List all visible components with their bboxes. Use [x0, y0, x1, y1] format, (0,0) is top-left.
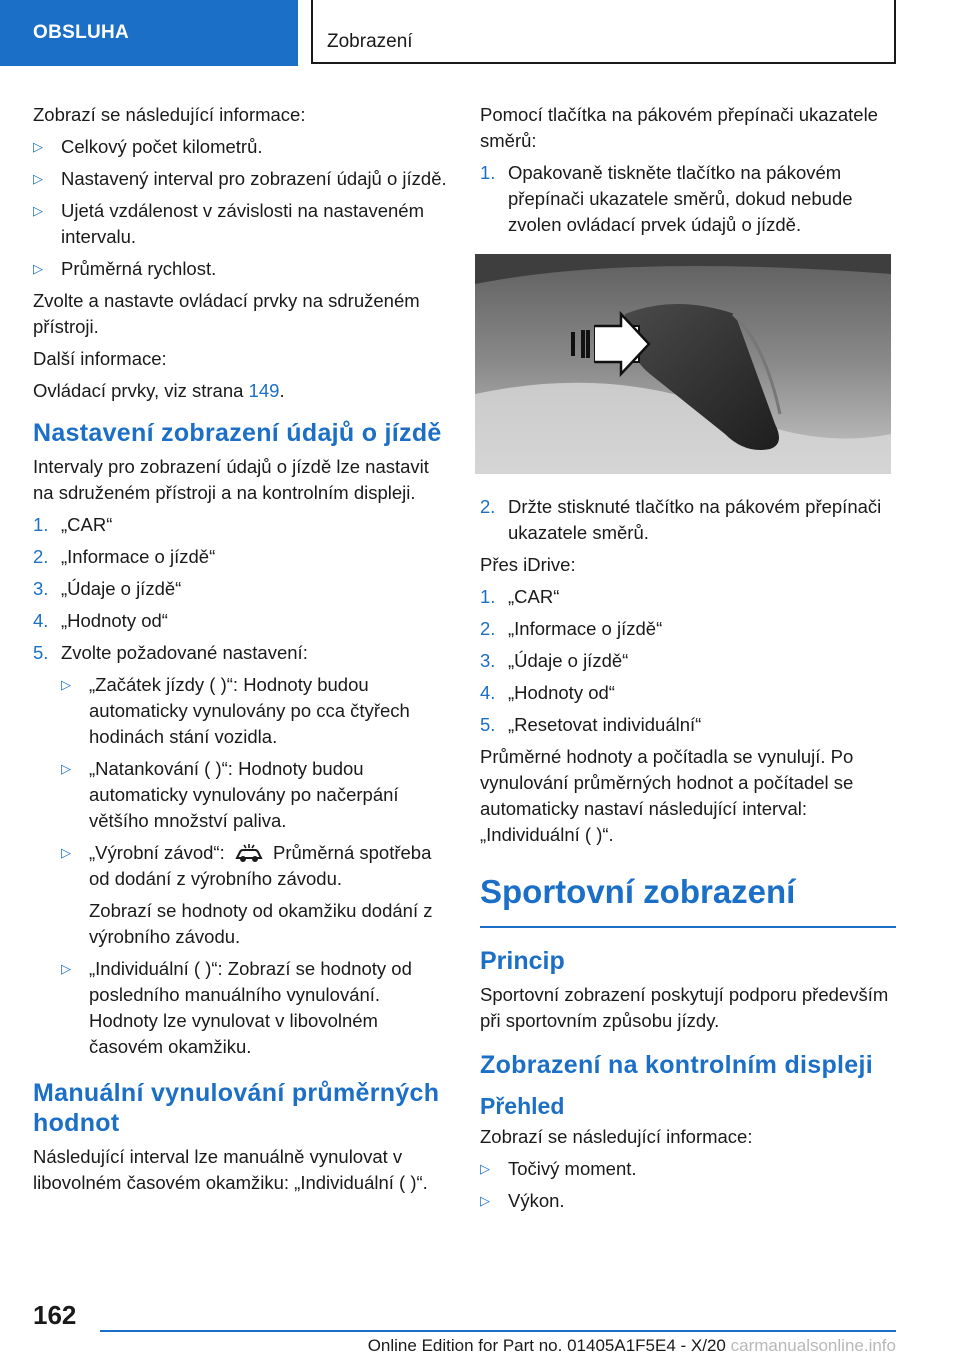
list-item: ▷ Ujetá vzdálenost v závislosti na nastaveném intervalu. — [33, 200, 424, 247]
right-column — [480, 102, 896, 1220]
list-item: ▷ Výkon. — [480, 1188, 896, 1214]
watermark: carmanualsonline.info — [730, 1336, 896, 1355]
list-item: 4. „Hodnoty od“ — [33, 610, 168, 631]
reset-text: Průměrné hodnoty a počítadla se vynulují. Po vynulování průměrných hodnot a počítadel se automaticky nastaví následující interval: „Individuální ( )“. — [480, 746, 854, 845]
list-item: 2. Držte stisknuté tlačítko na pákovém přepínači ukazatele směrů. — [480, 496, 882, 543]
footer-divider — [100, 1330, 896, 1332]
list-item: 3. „Údaje o jízdě“ — [33, 578, 182, 599]
triangle-bullet-icon: ▷ — [480, 1161, 490, 1176]
topic-title: Zobrazení — [311, 0, 896, 64]
triangle-bullet-icon: ▷ — [33, 139, 43, 154]
heading-principle: Princip — [480, 947, 565, 975]
list-item: 2. „Informace o jízdě“ — [33, 546, 216, 567]
settings-text: Intervaly pro zobrazení údajů o jízdě lze nastavit na sdruženém přístroji a na kontrolním displeji. — [33, 456, 429, 503]
triangle-bullet-icon: ▷ — [61, 761, 71, 776]
list-item: ▷ „Začátek jízdy ( )“: Hodnoty budou automaticky vynulovány po cca čtyřech hodinách stání vozidla. — [61, 674, 410, 747]
overview-text: Zobrazí se následující informace: — [480, 1126, 753, 1147]
list-item: 1. „CAR“ — [480, 586, 560, 607]
intro-text: Pomocí tlačítka na pákovém přepínači ukazatele směrů: — [480, 104, 878, 151]
list-item: ▷ „Výrobní závod“: Průměrná spotřeba od dodání z výrobního závodu. Zobrazí se hodnoty od okamžiku dodání z výrobního závodu. — [61, 840, 449, 950]
options-list — [61, 672, 449, 1060]
idrive-steps — [480, 584, 896, 738]
more-info-label: Další informace: — [33, 348, 167, 369]
heading-control-display: Zobrazení na kontrolním displeji — [480, 1051, 873, 1079]
heading-settings: Nastavení zobrazení údajů o jízdě — [33, 419, 442, 447]
stalk-steps-a — [480, 160, 896, 238]
manual-reset-text: Následující interval lze manuálně vynulovat v libovolném časovém okamžiku: „Individuální ( )“. — [33, 1146, 428, 1193]
list-item: ▷ Celkový počet kilometrů. — [33, 134, 449, 160]
stalk-steps-b — [480, 494, 896, 546]
info-list — [33, 134, 449, 282]
list-item: ▷ Průměrná rychlost. — [33, 256, 449, 282]
principle-text: Sportovní zobrazení poskytují podporu především při sportovním způsobu jízdy. — [480, 984, 889, 1031]
triangle-bullet-icon: ▷ — [61, 961, 71, 976]
turn-signal-stalk-photo — [475, 254, 891, 474]
heading-overview: Přehled — [480, 1093, 565, 1119]
page-reference-link[interactable]: 149 — [248, 380, 280, 401]
triangle-bullet-icon: ▷ — [33, 261, 43, 276]
intro-text: Zobrazí se následující informace: — [33, 104, 306, 125]
heading-sport-display: Sportovní zobrazení — [480, 872, 896, 928]
list-item: ▷ Točivý moment. — [480, 1156, 896, 1182]
list-item: 1. „CAR“ — [33, 514, 113, 535]
triangle-bullet-icon: ▷ — [61, 677, 71, 692]
list-item: ▷ „Individuální ( )“: Zobrazí se hodnoty od posledního manuálního vynulování. Hodnoty lze vynulovat v libovolném časovém okamžiku. — [61, 958, 412, 1057]
list-item: 5. Zvolte požadované nastavení: ▷ „Začátek jízdy ( )“: Hodnoty budou automaticky vynulovány po cca čtyřech hodinách stání vozidla. ▷ „Natankování ( )“: Hodnoty budou automaticky vynulovány po načerpání většího množství paliva. ▷ „Výrobní závod“: Průměrná spotřeba od dodání z výrobního závodu. Zobrazí se hodnoty od okamžiku dodání z výrobního závodu. ▷ „Individuální ( )“: Zobrazí se hodnoty od posledního manuálního vynulování. Hodnoty lze vynulovat v libovolném časovém okamžiku. — [33, 640, 449, 1060]
left-column — [33, 102, 449, 1202]
factory-note: Zobrazí se hodnoty od okamžiku dodání z výrobního závodu. — [89, 900, 433, 947]
list-item: ▷ „Natankování ( )“: Hodnoty budou automaticky vynulovány po načerpání většího množství paliva. — [61, 758, 399, 831]
settings-steps — [33, 512, 449, 1060]
list-item: 1. Opakovaně tiskněte tlačítko na pákovém přepínači ukazatele směrů, dokud nebude zvolen ovládací prvek údajů o jízdě. — [480, 162, 853, 235]
footer-edition: Online Edition for Part no. 01405A1F5E4 - X/20 carmanualsonline.info — [367, 1336, 896, 1355]
list-item: 3. „Údaje o jízdě“ — [480, 650, 629, 671]
page-header — [0, 0, 960, 66]
triangle-bullet-icon: ▷ — [33, 171, 43, 186]
factory-car-icon — [234, 843, 264, 865]
triangle-bullet-icon: ▷ — [480, 1193, 490, 1208]
section-tab: OBSLUHA — [0, 0, 298, 66]
list-item: 5. „Resetovat individuální“ — [480, 714, 702, 735]
triangle-bullet-icon: ▷ — [33, 203, 43, 218]
reference-text: Ovládací prvky, viz strana 149. — [33, 380, 285, 401]
list-item: ▷ Nastavený interval pro zobrazení údajů o jízdě. — [33, 166, 449, 192]
overview-list — [480, 1156, 896, 1214]
page-number: 162 — [33, 1300, 77, 1330]
select-text: Zvolte a nastavte ovládací prvky na sdruženém přístroji. — [33, 290, 420, 337]
heading-manual-reset: Manuální vynulování průměrných hodnot — [33, 1079, 440, 1137]
list-item: 2. „Informace o jízdě“ — [480, 618, 663, 639]
list-item: 4. „Hodnoty od“ — [480, 682, 615, 703]
idrive-label: Přes iDrive: — [480, 554, 576, 575]
triangle-bullet-icon: ▷ — [61, 845, 71, 860]
